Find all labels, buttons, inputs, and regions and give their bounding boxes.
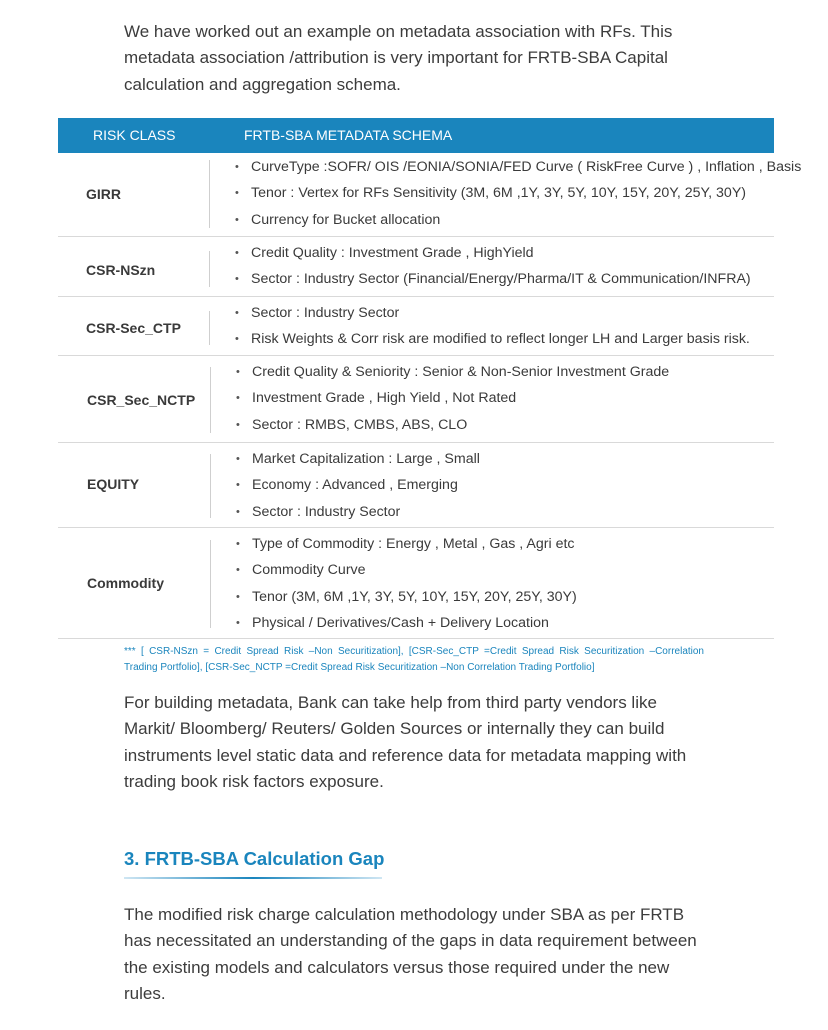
risk-class-cell: Commodity [87,575,164,591]
column-divider [210,367,211,433]
schema-item: • Type of Commodity : Energy , Metal , Gas , Agri etc [235,531,794,557]
column-divider [210,540,211,628]
schema-item: • Tenor : Vertex for RFs Sensitivity (3M, 6M ,1Y, 3Y, 5Y, 10Y, 15Y, 20Y, 25Y, 30Y) [234,180,794,206]
table-row-commodity [58,528,774,639]
schema-item: • Tenor (3M, 6M ,1Y, 3Y, 5Y, 10Y, 15Y, 20Y, 25Y, 30Y) [235,584,794,610]
schema-item: • Currency for Bucket allocation [234,207,794,233]
table-row-csr-nszn [58,237,774,297]
risk-class-cell: EQUITY [87,476,140,492]
table-row-girr [58,153,802,237]
schema-item: • Sector : Industry Sector [235,499,794,525]
schema-list [235,359,794,438]
schema-item: • Credit Quality & Seniority : Senior & Non-Senior Investment Grade [235,359,794,385]
header-risk-class: RISK CLASS [93,127,176,143]
schema-list [235,531,794,637]
schema-item: • Economy : Advanced , Emerging [235,472,794,498]
section-heading: 3. FRTB-SBA Calculation Gap [124,848,385,869]
schema-list [235,446,794,525]
schema-list [234,240,794,293]
vendors-paragraph: For building metadata, Bank can take help from third party vendors like Markit/ Bloomberg/ Reuters/ Golden Sources or internally they can build instruments level static data and reference data for metadata mapping with trading book risk factors exposure. [124,693,687,792]
metadata-schema-table [58,118,802,639]
column-divider [209,160,210,228]
schema-item: • Commodity Curve [235,557,794,583]
risk-class-cell: GIRR [86,186,121,202]
table-row-csr-sec-ctp [58,297,774,356]
schema-item: • CurveType :SOFR/ OIS /EONIA/SONIA/FED Curve ( RiskFree Curve ) , Inflation , Basis [234,154,794,180]
intro-paragraph: We have worked out an example on metadata association with RFs. This metadata association /attribution is very important for FRTB-SBA Capital calculation and aggregation schema. [124,22,673,94]
heading-underline [124,877,382,879]
header-metadata-schema: FRTB-SBA METADATA SCHEMA [244,127,453,143]
schema-item: • Risk Weights & Corr risk are modified to reflect longer LH and Larger basis risk. [234,326,794,352]
schema-list [234,154,802,233]
schema-item: • Sector : Industry Sector (Financial/Energy/Pharma/IT & Communication/INFRA) [234,266,794,292]
column-divider [210,454,211,518]
schema-item: • Physical / Derivatives/Cash + Delivery Location [235,610,794,636]
column-divider [209,311,210,345]
risk-class-cell: CSR_Sec_NCTP [87,392,196,408]
schema-item: • Sector : RMBS, CMBS, ABS, CLO [235,412,794,438]
table-footnote: *** [ CSR-NSzn = Credit Spread Risk –Non Securitization], [CSR-Sec_CTP =Credit Spread Risk Securitization –Correlation Trading Portfolio], [CSR-Sec_NCTP =Credit Spread Risk Securitization –Non Correlation Trading Portfolio] [124,646,704,673]
risk-class-cell: CSR-NSzn [86,262,156,278]
calculation-gap-paragraph: The modified risk charge calculation methodology under SBA as per FRTB has necessitated an understanding of the gaps in data requirement between the existing models and calculators versus those required under the new rules. [124,905,697,1004]
table-row-equity [58,443,774,528]
schema-item: • Credit Quality : Investment Grade , HighYield [234,240,794,266]
schema-item: • Sector : Industry Sector [234,300,794,326]
risk-class-cell: CSR-Sec_CTP [86,320,181,336]
table-row-csr-sec-nctp [58,356,774,443]
table-header [58,118,774,153]
schema-item: • Market Capitalization : Large , Small [235,446,794,472]
column-divider [209,251,210,287]
schema-list [234,300,794,353]
schema-item: • Investment Grade , High Yield , Not Rated [235,385,794,411]
